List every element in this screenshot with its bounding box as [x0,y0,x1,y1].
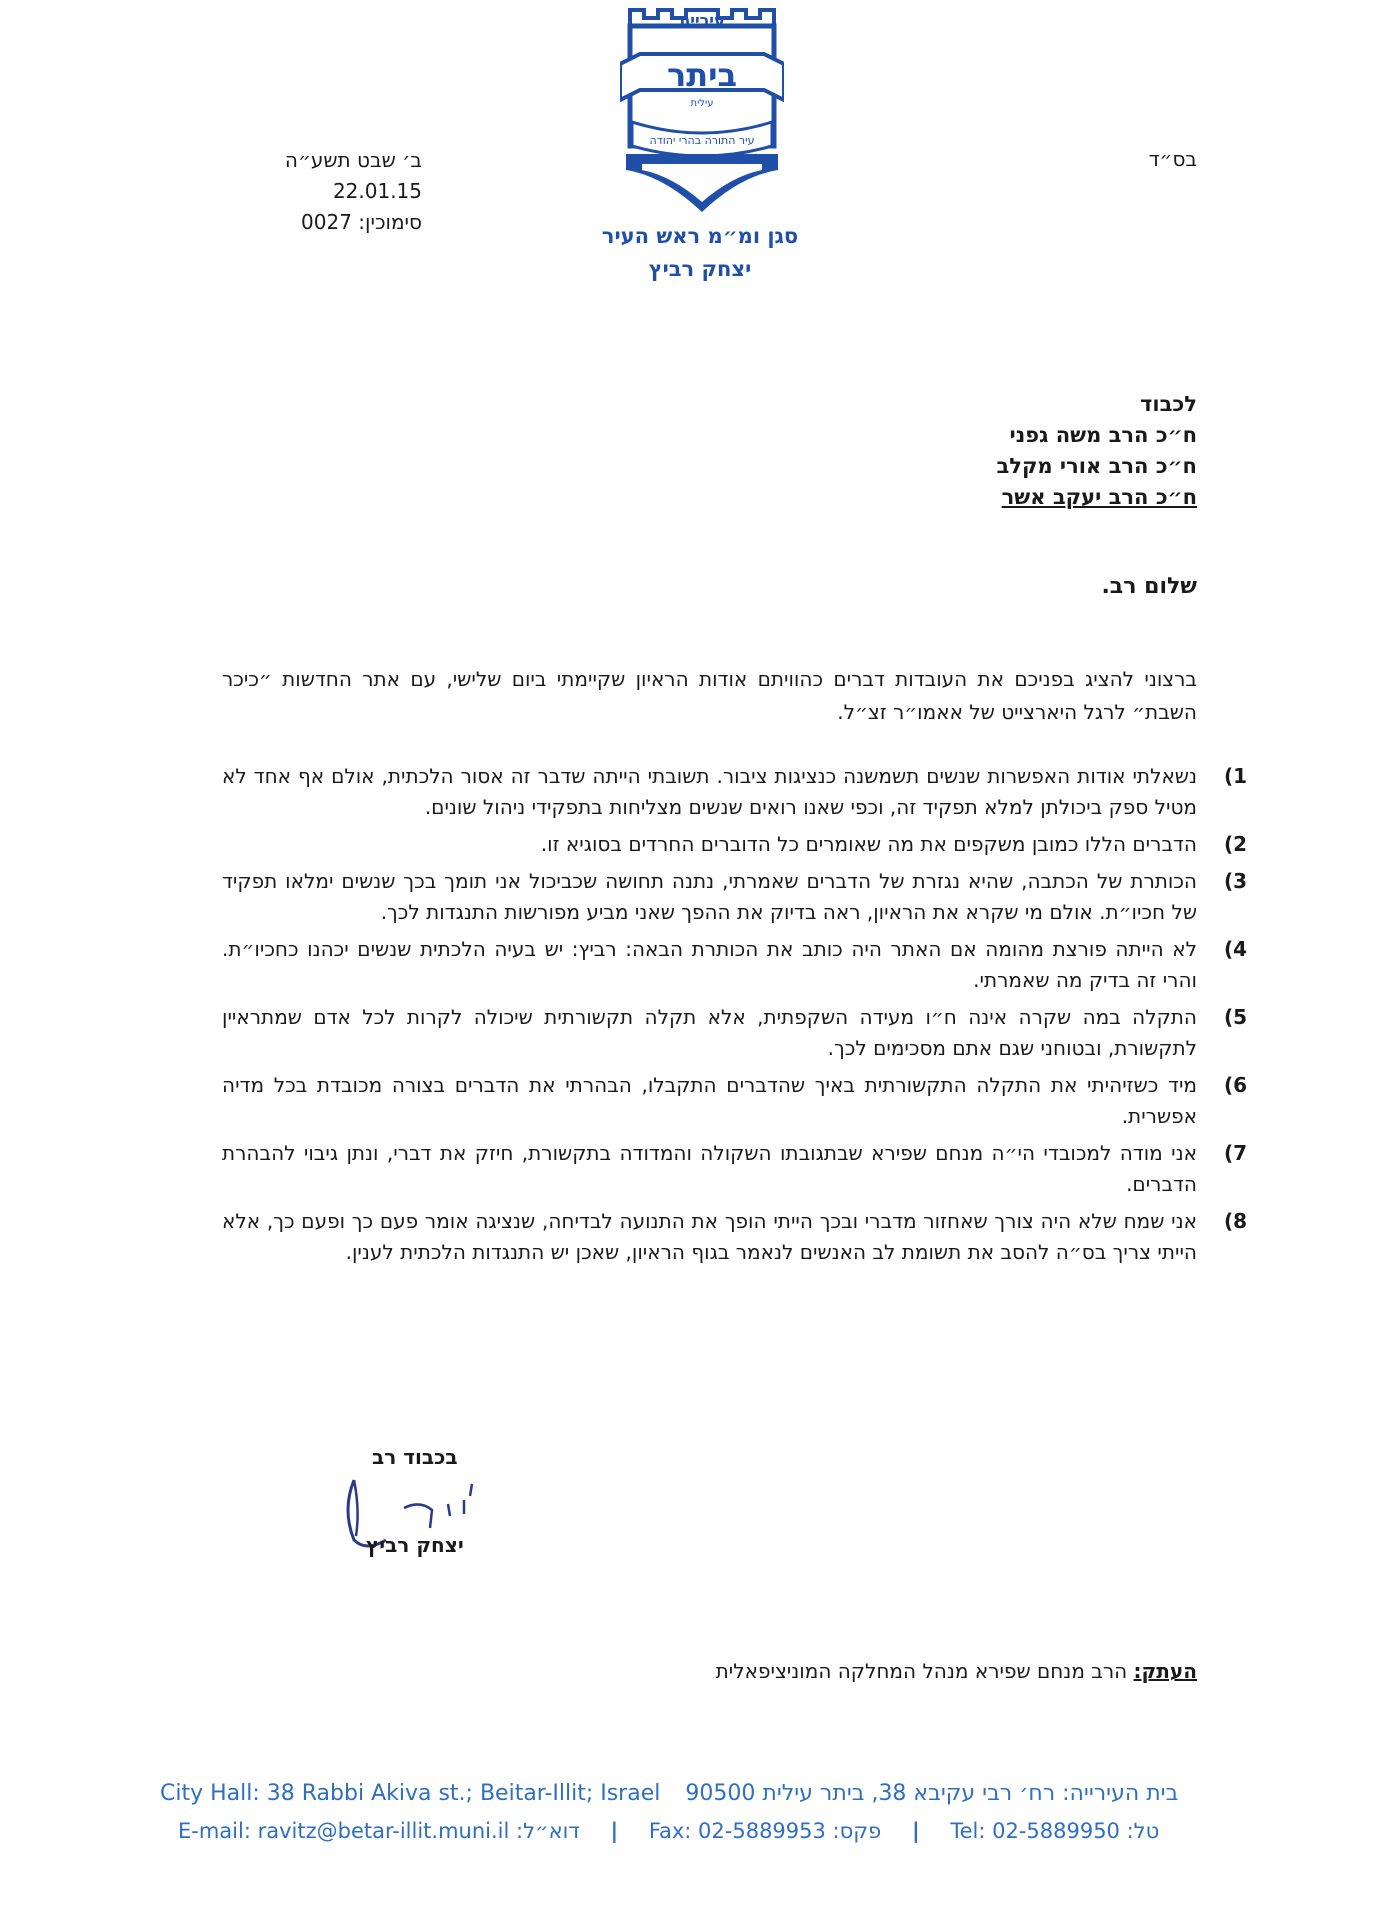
footer-separator: | [610,1819,619,1843]
point-text: הדברים הללו כמובן משקפים את מה שאומרים כל הדוברים החרדים בסוגיא זו. [540,832,1197,856]
list-item [222,866,1247,928]
numeric-date: 22.01.15 [332,179,422,203]
bsd-mark: בס״ד [1148,147,1197,171]
list-item [222,1206,1247,1268]
list-item [222,934,1247,996]
point-text: לא הייתה פורצת מהומה אם האתר היה כותב את הכותרת הבאה: רביץ: יש בעיה הלכתית שנשים יכהנו כחכיו״ת. והרי זה בדיק מה שאמרתי. [222,937,1197,992]
point-text: התקלה במה שקרה אינה ח״ו מעידה השקפתית, אלא תקלה תקשורתית שיכולה לקרות לכל אדם שמתראיין לתקשורת, ובטוחני שגם אתם מסכימים לכך. [222,1005,1197,1060]
city-emblem-logo [620,4,784,216]
addressee-block [996,389,1197,513]
footer-contact-line [178,1819,1228,1843]
office-block [560,220,840,286]
list-item [222,1002,1247,1064]
point-text: הכותרת של הכתבה, שהיא נגזרת של הדברים שאמרתי, נתנה תחושה שכביכול אני תומך בכך שנשים ימלאו תפקיד של חכיו״ת. אולם מי שקרא את הראיון, ראה בדיוק את ההפך שאני מביע מפורשות התנגדות לכך. [222,869,1197,924]
addressee-name: ח״כ הרב משה גפני [1009,423,1197,447]
logo-top-text: עיריית [679,11,725,30]
point-text: אני מודה למכובדי הי״ה מנחם שפירא שבתגובתו השקולה והמדודה בתקשורת, חיזק את דברי, ונתן גיבוי להבהרת הדברים. [222,1141,1197,1196]
point-number: 4) [1223,937,1247,961]
reference-number: סימוכין: 0027 [301,210,422,234]
footer-tel: Tel: 02-5889950 :טל [950,1819,1160,1843]
point-number: 7) [1223,1141,1247,1165]
point-number: 5) [1223,1005,1247,1029]
office-name: יצחק רביץ [648,257,752,281]
list-item [222,1070,1247,1132]
point-text: נשאלתי אודות האפשרות שנשים תשמשנה כנציגות ציבור. תשובתי הייתה שדבר זה אסור הלכתית, אולם אף אחד לא מטיל ספק ביכולתן למלא תפקיד זה, וכפי שאנו רואים שנשים מצליחות בתפקידי ניהול שונים. [222,764,1197,819]
intro-paragraph: ברצוני להציג בפניכם את העובדות דברים כהוויתם אודות הראיון שקיימתי ביום שלישי, עם אתר החדשות ״כיכר השבת״ לרגל היארצייט של אאמו״ר זצ״ל. [222,667,1197,724]
cc-line [716,1659,1197,1683]
closing-phrase: בכבוד רב [372,1445,458,1469]
addressee-name: ח״כ הרב יעקב אשר [1001,485,1197,509]
point-text: אני שמח שלא היה צורך שאחזור מדברי ובכך הייתי הופך את התנועה לבדיחה, שנציגה אומר פעם כך ופעם כך, אלא הייתי צריך בס״ה להסב את תשומת לב האנשים לנאמר בגוף הראיון, שאכן יש התנגדות הלכתית לענין. [222,1209,1197,1264]
footer-fax: Fax: 02-5889953 :פקס [648,1819,882,1843]
point-number: 1) [1223,764,1247,788]
point-text: מיד כשזיהיתי את התקלה התקשורתית באיך שהדברים התקבלו, הבהרתי את הדברים בצורה מכובדת בכל מדיה אפשרית. [222,1073,1197,1128]
addressee-label: לכבוד [1140,392,1197,416]
list-item [222,829,1247,860]
point-number: 8) [1223,1209,1247,1233]
footer-address-he: בית העירייה: רח׳ רבי עקיבא 38, ביתר עילית 90500 [685,1781,1179,1806]
addressee-name: ח״כ הרב אורי מקלב [996,454,1197,478]
list-item [222,761,1247,823]
logo-sub-text: עילית [690,98,714,109]
footer-address-line [160,1781,1240,1806]
date-block [222,145,422,238]
logo-motto-text: עיר התורה בהרי יהודה [649,134,755,147]
hebrew-date: ב׳ שבט תשע״ה [284,148,422,172]
footer-separator: | [911,1819,920,1843]
logo-main-text: ביתר [666,56,738,94]
numbered-points-list [222,761,1247,1274]
greeting: שלום רב. [1101,574,1197,599]
footer-address-en: City Hall: 38 Rabbi Akiva st.; Beitar-Illit; Israel [160,1781,661,1806]
office-title: סגן ומ״מ ראש העיר [601,224,799,248]
list-item [222,1138,1247,1200]
point-number: 2) [1223,832,1247,856]
cc-text: הרב מנחם שפירא מנהל המחלקה המוניציפאלית [715,1659,1128,1683]
point-number: 3) [1223,869,1247,893]
footer-email: E-mail: ravitz@betar-illit.muni.il :דוא״ל [178,1819,580,1843]
cc-label: העתק: [1133,1659,1197,1683]
signer-name: יצחק רביץ [366,1533,464,1557]
point-number: 6) [1223,1073,1247,1097]
